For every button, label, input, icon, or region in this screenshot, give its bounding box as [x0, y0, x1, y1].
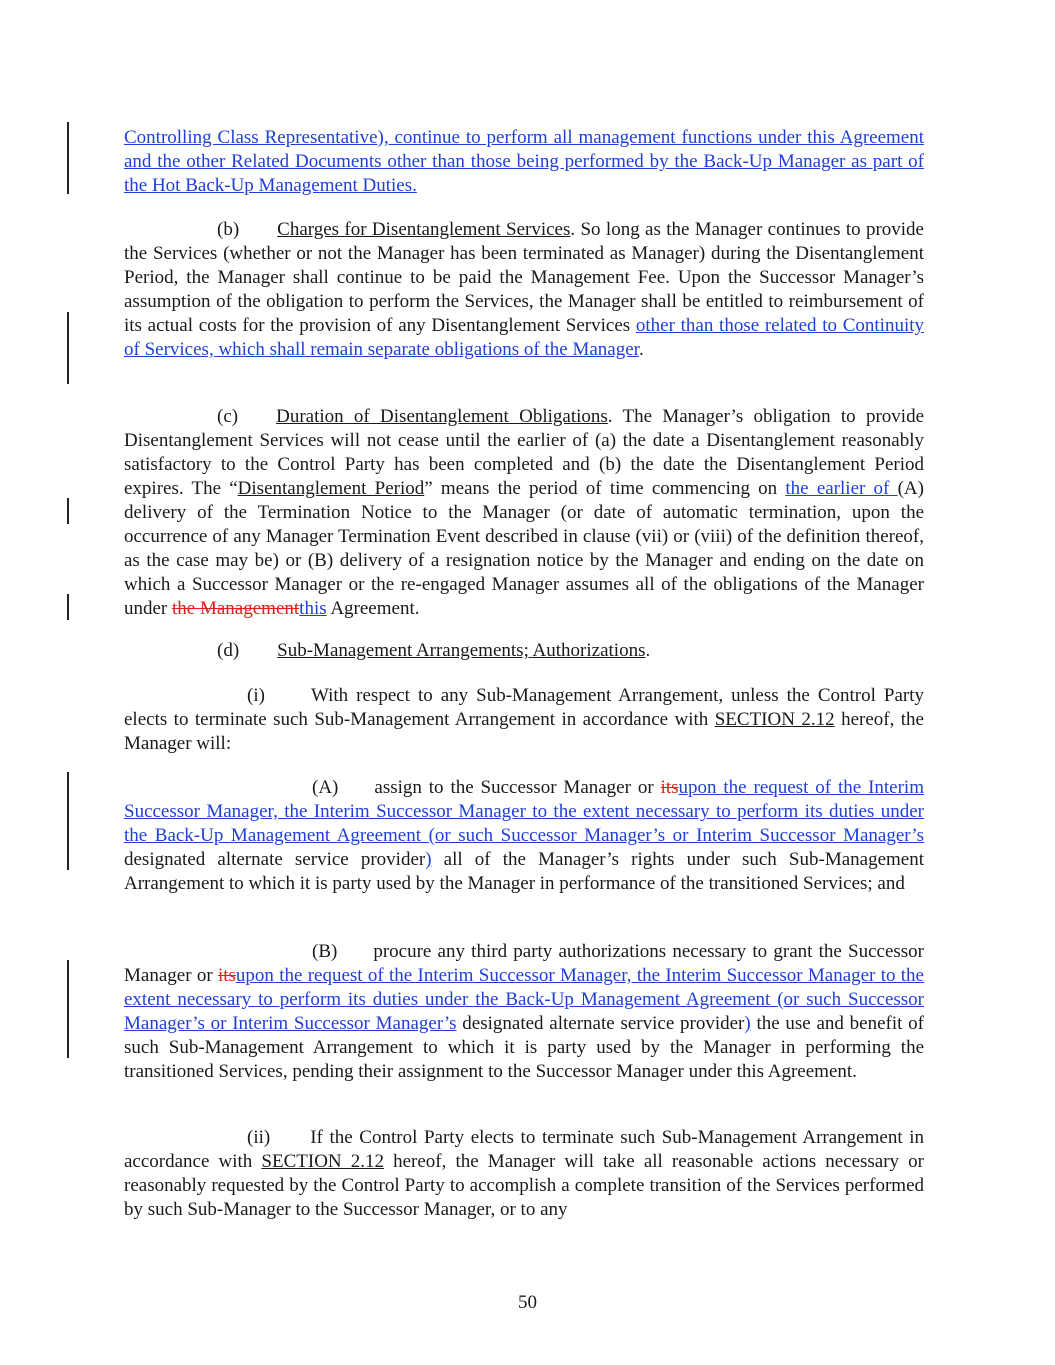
paragraph-d-ii: (ii) If the Control Party elects to terminate such Sub-Management Arrangement in accordance with SECTION 2.12 hereof, the Manager will take all reasonable actions necessary or reasonably requested by the Control Party to accomplish a complete transition of the Services performed by such Sub-Manager to the Successor Manager, or to any	[124, 1127, 924, 1220]
paragraph-d-i: (i) With respect to any Sub-Management Arrangement, unless the Control Party elects to terminate such Sub-Management Arrangement in accordance with SECTION 2.12 hereof, the Manager will:	[124, 685, 924, 754]
paragraph-B: (B) procure any third party authorizations necessary to grant the Successor Manager or itsupon the request of the Interim Successor Manager, the Interim Successor Manager to the extent necessary to perform its duties under the Back-Up Management Agreement (or such Successor Manager’s or Interim Successor Manager’s designated alternate service provider) the use and benefit of such Sub-Management Arrangement to which it is party used by the Manager in performing the transitioned Services, pending their assignment to the Successor Manager under this Agreement.	[124, 941, 925, 1082]
deleted-text: the Management	[172, 598, 300, 619]
inserted-text: )	[425, 849, 432, 870]
page-number: 50	[518, 1292, 537, 1313]
inserted-text: upon the request of the Interim Successor Manager, the Interim Successor Manager to the extent necessary to perform its duties under the Back-Up Management Agreement (or such Successor Manager’s or Interim Successor Manager’s	[124, 777, 924, 846]
change-bar	[67, 312, 69, 384]
paragraph-A: (A) assign to the Successor Manager or itsupon the request of the Interim Successor Manager, the Interim Successor Manager to the extent necessary to perform its duties under the Back-Up Management Agreement (or such Successor Manager’s or Interim Successor Manager’s designated alternate service provider) all of the Manager’s rights under such Sub-Management Arrangement to which it is party used by the Manager in performance of the transitioned Services; and	[124, 777, 924, 894]
change-bar	[67, 772, 69, 870]
paragraph-heading: Duration of Disentanglement Obligations	[276, 406, 608, 427]
section-reference: SECTION 2.12	[714, 709, 835, 730]
paragraph-d: (d) Sub-Management Arrangements; Authorizations.	[217, 640, 651, 661]
paragraph-label: (ii)	[247, 1127, 271, 1148]
paragraph-continuation	[124, 126, 924, 198]
paragraph-label: (i)	[247, 685, 265, 706]
inserted-text: this	[299, 598, 327, 619]
paragraph-label: (A)	[312, 777, 339, 798]
paragraph-label: (B)	[312, 941, 338, 962]
change-bar	[67, 498, 69, 524]
inserted-text: Controlling Class Representative), continue to perform all management functions under this Agreement and the other Related Documents other than those being performed by the Back-Up Manager as part of the Hot Back-Up Management Duties.	[124, 127, 924, 196]
defined-term: Disentanglement Period	[237, 478, 425, 499]
paragraph-heading: Charges for Disentanglement Services	[277, 219, 571, 240]
inserted-text: the earlier of	[785, 478, 898, 499]
paragraph-label: (d)	[217, 640, 240, 661]
paragraph-label: (b)	[217, 219, 240, 240]
change-bar	[67, 960, 69, 1058]
section-reference: SECTION 2.12	[261, 1151, 384, 1172]
change-bar	[67, 594, 69, 620]
inserted-text: upon the request of the Interim Successor Manager, the Interim Successor Manager to the extent necessary to perform its duties under the Back-Up Management Agreement (or such Successor Manager’s or Interim Successor Manager’s	[124, 965, 924, 1034]
paragraph-label: (c)	[217, 406, 239, 427]
inserted-text: other than those related to Continuity of Services, which shall remain separate obligations of the Manager	[124, 315, 925, 360]
deleted-text: its	[660, 777, 679, 798]
paragraph-heading: Sub-Management Arrangements; Authorizations	[277, 640, 646, 661]
change-bar	[67, 122, 69, 194]
paragraph-b: (b) Charges for Disentanglement Services. So long as the Manager continues to provide the Services (whether or not the Manager has been terminated as Manager) during the Disentanglement Period, the Manager shall continue to be paid the Management Fee. Upon the Successor Manager’s assumption of the obligation to perform the Services, the Manager shall be entitled to reimbursement of its actual costs for the provision of any Disentanglement Services other than those related to Continuity of Services, which shall remain separate obligations of the Manager.	[124, 219, 925, 360]
deleted-text: its	[217, 965, 236, 986]
inserted-text: )	[744, 1013, 751, 1034]
paragraph-text: . So long as the Manager continues to provide the Services (whether or not the Manager has been terminated as Manager) during the Disentanglement Period, the Manager shall continue to be paid the Management Fee. Upon the Successor Manager’s assumption of the obligation to perform the Services, the Manager shall be entitled to reimbursement of its actual costs for the provision of any Disentanglement Services	[124, 219, 924, 336]
paragraph-c: (c) Duration of Disentanglement Obligations. The Manager’s obligation to provide Disentanglement Services will not cease until the earlier of (a) the date a Disentanglement reasonably satisfactory to the Control Party has been completed and (b) the date the Disentanglement Period expires. The “Disentanglement Period” means the period of time commencing on the earlier of (A) delivery of the Termination Notice to the Manager (or date of automatic termination, upon the occurrence of any Manager Termination Event described in clause (vii) or (viii) of the definition thereof, as the case may be) or (B) delivery of a resignation notice by the Manager and ending on the date on which a Successor Manager or the re-engaged Manager assumes all of the obligations of the Manager under the Managementthis Agreement.	[124, 406, 924, 619]
